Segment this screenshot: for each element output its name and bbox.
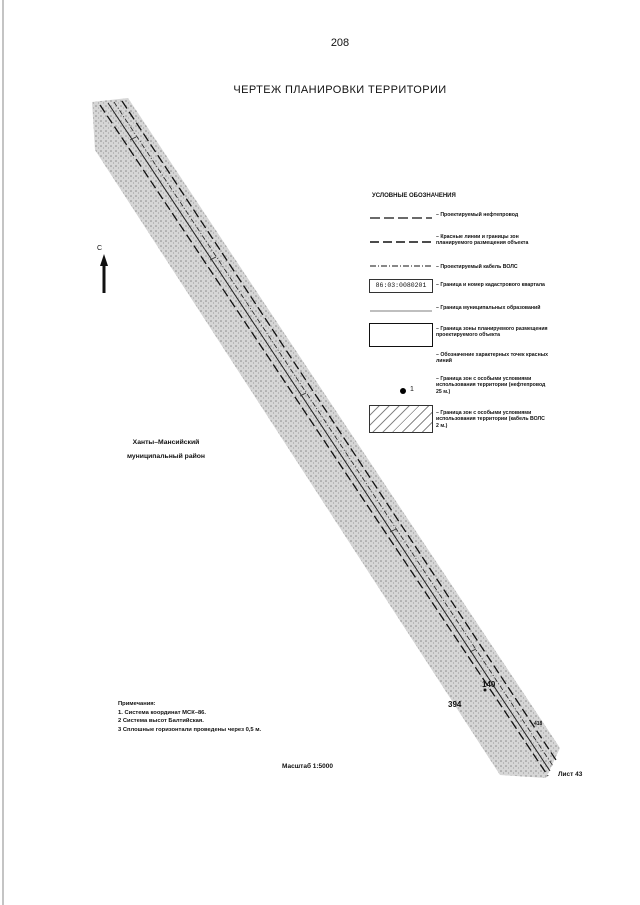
point-label-418: 418 (534, 721, 543, 727)
legend-item-text: – Проектируемый нефтепровод (436, 212, 519, 218)
municipality-line: муниципальный район (126, 453, 206, 460)
page-number: 208 (330, 37, 350, 49)
legend-zone-box (369, 323, 433, 347)
note-item: 2 Система высот Балтийская. (118, 718, 204, 725)
legend-dot-number: 1 (410, 386, 414, 393)
legend-item-text: – Граница и номер кадастрового квартала (436, 282, 545, 288)
north-label: С (97, 245, 103, 252)
drawing-title: ЧЕРТЕЖ ПЛАНИРОВКИ ТЕРРИТОРИИ (233, 84, 447, 96)
legend-parcel-number: 86:03:0080201 (369, 279, 433, 293)
note-item: 3 Сплошные горизонтали проведены через 0,5 м. (118, 726, 262, 733)
sheet-label: Лист 43 (558, 771, 583, 778)
legend-title: УСЛОВНЫЕ ОБОЗНАЧЕНИЯ (372, 193, 456, 199)
legend-item-text: – Проектируемый кабель ВОЛС (436, 264, 518, 270)
legend-item-text: – Граница зон с особыми условиями использования территории (кабель ВОЛС 2 м.) (436, 410, 545, 429)
red-line-right (122, 101, 556, 760)
municipality-label (106, 436, 226, 464)
municipality-line: Ханты–Мансийский (132, 439, 200, 446)
note-item: 1. Система координат МСК–86. (118, 709, 207, 716)
legend-item-text: – Граница муниципальных образований (436, 305, 541, 311)
legend-hatch-box (369, 405, 433, 433)
north-arrow-icon (100, 254, 108, 266)
legend-item-text: – Красные линии и границы зон планируемого размещения объекта (436, 234, 529, 247)
notes-title: Примечания: (118, 701, 156, 707)
legend-item-text: – Обозначение характерных точек красных линий (436, 352, 549, 365)
legend-item-text: – Граница зон с особыми условиями использования территории (нефтепровод 25 м.) (436, 376, 546, 395)
scale-label: Масштаб 1:5000 (282, 763, 334, 770)
legend-item-text: – Граница зоны планируемого размещения проектируемого объекта (436, 326, 548, 339)
point-label-140: 140 (482, 680, 496, 689)
legend-dot-icon (400, 388, 406, 394)
point-label-394: 394 (448, 700, 462, 709)
notes-block (118, 700, 261, 734)
